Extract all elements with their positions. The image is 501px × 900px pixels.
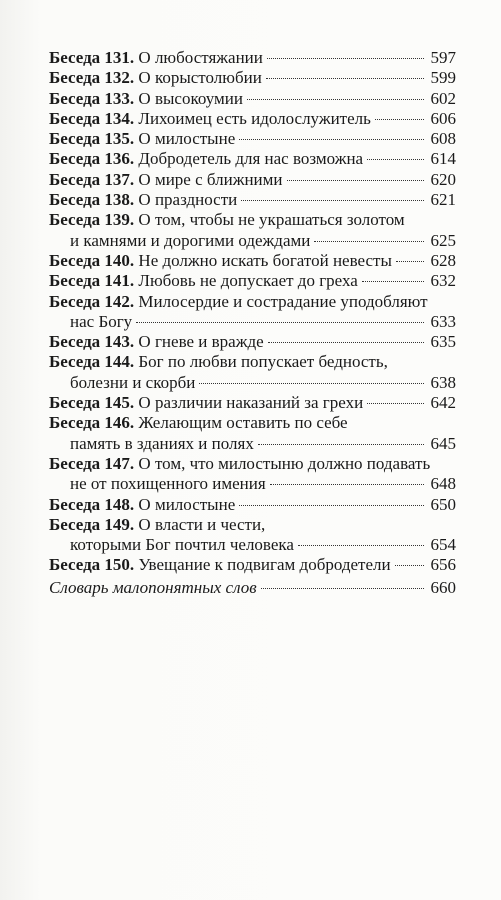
entry-number: Беседа 146.: [49, 413, 135, 433]
entry-title: О милостыне: [138, 129, 236, 149]
toc-entry[interactable]: [49, 149, 456, 169]
entry-page: 635: [430, 332, 456, 352]
entry-title-continued: память в зданиях и полях: [70, 433, 254, 453]
entry-page: 620: [430, 169, 456, 189]
dot-leader: [314, 241, 424, 242]
toc-entry[interactable]: [49, 89, 456, 109]
toc-entry[interactable]: [49, 170, 456, 190]
entry-title: О том, что милостыню должно подавать: [138, 453, 431, 473]
entry-page: 633: [430, 311, 456, 331]
entry-number: Беседа 143.: [49, 332, 135, 352]
toc-entry[interactable]: [49, 271, 456, 291]
table-of-contents: [49, 48, 456, 598]
entry-title-continued: которыми Бог почтил человека: [70, 535, 294, 555]
entry-title: О праздности: [138, 190, 238, 210]
toc-entry[interactable]: [49, 190, 456, 210]
entry-title: Лихоимец есть идолослужитель: [138, 108, 371, 128]
dot-leader: [270, 484, 424, 485]
dot-leader: [287, 180, 425, 181]
entry-page: 650: [430, 494, 456, 514]
entry-number: Беседа 135.: [49, 129, 135, 149]
toc-entry-continuation[interactable]: [49, 373, 456, 393]
toc-entry[interactable]: [49, 393, 456, 413]
entry-number: Беседа 136.: [49, 149, 135, 169]
entry-title: О мире с ближними: [138, 169, 283, 189]
entry-page: 628: [430, 250, 456, 270]
entry-number: Беседа 142.: [49, 291, 135, 311]
entry-title: Желающим оставить по себе: [138, 413, 348, 433]
dot-leader: [268, 342, 424, 343]
dot-leader: [396, 261, 424, 262]
entry-title: Добродетель для нас возможна: [138, 149, 364, 169]
dot-leader: [136, 322, 424, 323]
entry-number: Беседа 138.: [49, 190, 135, 210]
toc-entry[interactable]: [49, 413, 456, 433]
dot-leader: [362, 281, 424, 282]
entry-number: Беседа 137.: [49, 169, 135, 189]
entry-title: Милосердие и сострадание уподобляют: [138, 291, 428, 311]
entry-number: Беседа 132.: [49, 68, 135, 88]
dot-leader: [298, 545, 424, 546]
entry-number: Беседа 139.: [49, 210, 135, 230]
dot-leader: [247, 99, 424, 100]
entry-number: Беседа 145.: [49, 393, 135, 413]
entry-title: Не должно искать богатой невесты: [138, 250, 392, 270]
toc-entry[interactable]: [49, 210, 456, 230]
entry-title: О любостяжании: [138, 48, 263, 67]
entry-title: О различии наказаний за грехи: [138, 393, 364, 413]
toc-entry-continuation[interactable]: [49, 434, 456, 454]
toc-entry[interactable]: [49, 352, 456, 372]
entry-title-continued: не от похищенного имения: [70, 474, 266, 494]
entry-page: 606: [430, 108, 456, 128]
entry-page: 602: [430, 88, 456, 108]
dot-leader: [367, 159, 424, 160]
entry-title: О высокоумии: [138, 88, 243, 108]
entry-page: 597: [430, 48, 456, 67]
entry-page: 645: [430, 433, 456, 453]
dot-leader: [375, 119, 424, 120]
toc-entry-continuation[interactable]: [49, 231, 456, 251]
dot-leader: [199, 383, 424, 384]
dot-leader: [258, 444, 424, 445]
dot-leader: [239, 139, 424, 140]
toc-entry[interactable]: [49, 68, 456, 88]
entry-page: 599: [430, 68, 456, 88]
toc-entry[interactable]: [49, 292, 456, 312]
toc-entry[interactable]: [49, 129, 456, 149]
entry-title-continued: и камнями и дорогими одеждами: [70, 230, 311, 250]
toc-entry[interactable]: [49, 332, 456, 352]
entry-number: Беседа 149.: [49, 514, 135, 534]
toc-entry-glossary[interactable]: [49, 578, 456, 598]
entry-number: Беседа 141.: [49, 271, 135, 291]
entry-page: 648: [430, 474, 456, 494]
toc-entry[interactable]: [49, 555, 456, 575]
entry-number: Беседа 134.: [49, 108, 135, 128]
dot-leader: [367, 403, 424, 404]
toc-entry[interactable]: [49, 48, 456, 68]
dot-leader: [395, 565, 424, 566]
entry-title: О том, чтобы не украшаться золотом: [138, 210, 405, 230]
dot-leader: [267, 58, 424, 59]
entry-page: 608: [430, 129, 456, 149]
entry-number: Беседа 150.: [49, 555, 135, 575]
entry-page: 614: [430, 149, 456, 169]
entry-title: Увещание к подвигам добродетели: [138, 555, 391, 575]
entry-title: Любовь не допускает до греха: [138, 271, 358, 291]
entry-page: 656: [430, 555, 456, 575]
entry-number: Беседа 140.: [49, 250, 135, 270]
toc-entry-continuation[interactable]: [49, 474, 456, 494]
dot-leader: [239, 505, 424, 506]
entry-page: 638: [430, 372, 456, 392]
entry-title: О власти и чести,: [138, 514, 266, 534]
dot-leader: [266, 78, 424, 79]
entry-title: О милостыне: [138, 494, 236, 514]
entry-title: О гневе и вражде: [138, 332, 264, 352]
entry-page: 632: [430, 271, 456, 291]
entry-title: Бог по любви попускает бедность,: [138, 352, 388, 372]
entry-number: Беседа 148.: [49, 494, 135, 514]
entry-page: 654: [430, 535, 456, 555]
dot-leader: [261, 588, 424, 589]
entry-number: Беседа 144.: [49, 352, 135, 372]
toc-entry-continuation[interactable]: [49, 535, 456, 555]
entry-page: 625: [430, 230, 456, 250]
toc-entry[interactable]: [49, 454, 456, 474]
entry-title-continued: нас Богу: [70, 311, 133, 331]
toc-entry[interactable]: [49, 495, 456, 515]
entry-page: 642: [430, 393, 456, 413]
glossary-title: Словарь малопонятных слов: [49, 577, 257, 597]
toc-entry[interactable]: [49, 515, 456, 535]
entry-page: 621: [430, 190, 456, 210]
toc-entry-continuation[interactable]: [49, 312, 456, 332]
entry-number: Беседа 131.: [49, 48, 135, 67]
dot-leader: [241, 200, 424, 201]
glossary-page: 660: [430, 577, 456, 597]
entry-title-continued: болезни и скорби: [70, 372, 196, 392]
entry-title: О корыстолюбии: [138, 68, 262, 88]
entry-number: Беседа 133.: [49, 88, 135, 108]
toc-entry[interactable]: [49, 251, 456, 271]
entry-number: Беседа 147.: [49, 453, 135, 473]
toc-entry[interactable]: [49, 109, 456, 129]
